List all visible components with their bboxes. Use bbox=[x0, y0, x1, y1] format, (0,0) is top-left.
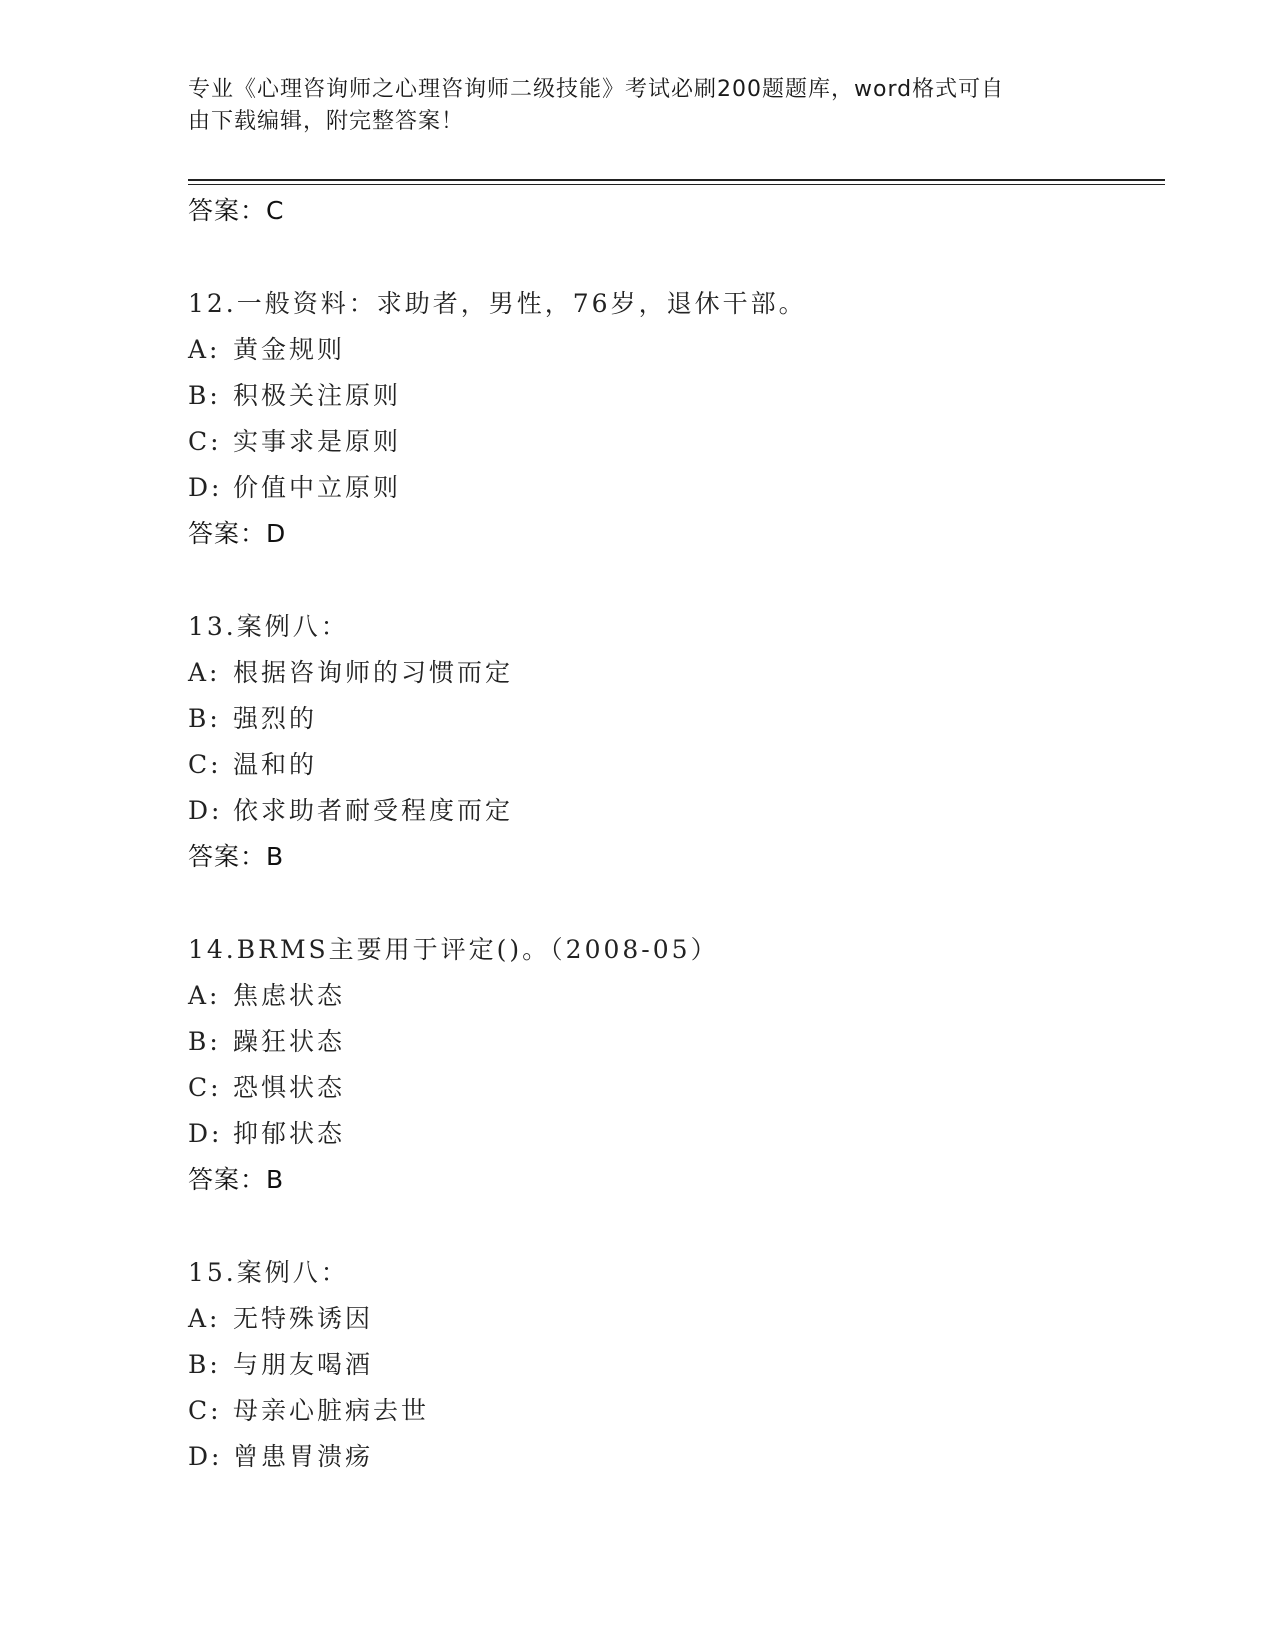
option-text: 依求助者耐受程度而定 bbox=[233, 796, 514, 825]
option-key: C: bbox=[188, 427, 222, 456]
question-13 bbox=[188, 604, 1168, 880]
option-a bbox=[188, 650, 1168, 696]
answer-value: C bbox=[266, 196, 285, 225]
option-a bbox=[188, 327, 1168, 373]
answer-value: D bbox=[266, 519, 287, 548]
option-key: C: bbox=[188, 1396, 222, 1425]
option-d bbox=[188, 1111, 1168, 1157]
option-b bbox=[188, 696, 1168, 742]
intro-line-1: 专业《心理咨询师之心理咨询师二级技能》考试必刷200题题库，word格式可自 bbox=[188, 77, 1005, 102]
question-list bbox=[188, 188, 1168, 1480]
question-14 bbox=[188, 927, 1168, 1203]
option-b bbox=[188, 1342, 1168, 1388]
answer-label: 答案： bbox=[188, 1165, 267, 1194]
option-text: 躁狂状态 bbox=[233, 1027, 346, 1056]
option-key: B: bbox=[188, 704, 221, 733]
option-d bbox=[188, 1434, 1168, 1480]
option-text: 温和的 bbox=[233, 750, 318, 779]
answer-line bbox=[188, 1157, 1168, 1203]
option-text: 与朋友喝酒 bbox=[233, 1350, 374, 1379]
option-key: C: bbox=[188, 750, 222, 779]
option-key: B: bbox=[188, 381, 221, 410]
question-stem: 14.BRMS主要用于评定()。（2008-05） bbox=[188, 935, 719, 964]
option-text: 积极关注原则 bbox=[233, 381, 402, 410]
option-key: D: bbox=[188, 473, 223, 502]
option-text: 无特殊诱因 bbox=[233, 1304, 374, 1333]
answer-label: 答案： bbox=[188, 196, 267, 225]
question-stem: 15.案例八： bbox=[188, 1258, 349, 1287]
option-b bbox=[188, 373, 1168, 419]
option-key: A: bbox=[188, 981, 221, 1010]
answer-label: 答案： bbox=[188, 519, 267, 548]
option-key: D: bbox=[188, 796, 223, 825]
option-key: A: bbox=[188, 335, 221, 364]
option-c bbox=[188, 1065, 1168, 1111]
answer-label: 答案： bbox=[188, 842, 267, 871]
document-intro bbox=[188, 74, 1068, 138]
question-15 bbox=[188, 1250, 1168, 1480]
option-key: B: bbox=[188, 1027, 221, 1056]
option-text: 根据咨询师的习惯而定 bbox=[233, 658, 514, 687]
header-divider-thick bbox=[188, 179, 1165, 181]
answer-line bbox=[188, 188, 1168, 234]
option-text: 抑郁状态 bbox=[233, 1119, 346, 1148]
question-stem: 13.案例八： bbox=[188, 612, 349, 641]
answer-value: B bbox=[266, 842, 285, 871]
option-key: D: bbox=[188, 1442, 223, 1471]
option-key: D: bbox=[188, 1119, 223, 1148]
option-text: 恐惧状态 bbox=[233, 1073, 346, 1102]
question-12 bbox=[188, 281, 1168, 557]
option-d bbox=[188, 465, 1168, 511]
option-c bbox=[188, 419, 1168, 465]
option-text: 强烈的 bbox=[233, 704, 318, 733]
answer-line bbox=[188, 834, 1168, 880]
intro-line-2: 由下载编辑，附完整答案！ bbox=[188, 109, 465, 134]
option-text: 价值中立原则 bbox=[233, 473, 402, 502]
option-b bbox=[188, 1019, 1168, 1065]
option-key: A: bbox=[188, 658, 221, 687]
option-text: 黄金规则 bbox=[233, 335, 346, 364]
option-text: 焦虑状态 bbox=[233, 981, 346, 1010]
option-c bbox=[188, 742, 1168, 788]
option-text: 实事求是原则 bbox=[233, 427, 402, 456]
option-key: B: bbox=[188, 1350, 221, 1379]
header-divider-thin bbox=[188, 184, 1165, 185]
option-c bbox=[188, 1388, 1168, 1434]
option-a bbox=[188, 1296, 1168, 1342]
answer-line bbox=[188, 511, 1168, 557]
answer-value: B bbox=[266, 1165, 285, 1194]
option-text: 曾患胃溃疡 bbox=[233, 1442, 374, 1471]
option-d bbox=[188, 788, 1168, 834]
option-text: 母亲心脏病去世 bbox=[233, 1396, 430, 1425]
option-key: C: bbox=[188, 1073, 222, 1102]
option-key: A: bbox=[188, 1304, 221, 1333]
option-a bbox=[188, 973, 1168, 1019]
question-stem: 12.一般资料：求助者，男性，76岁，退休干部。 bbox=[188, 289, 807, 318]
